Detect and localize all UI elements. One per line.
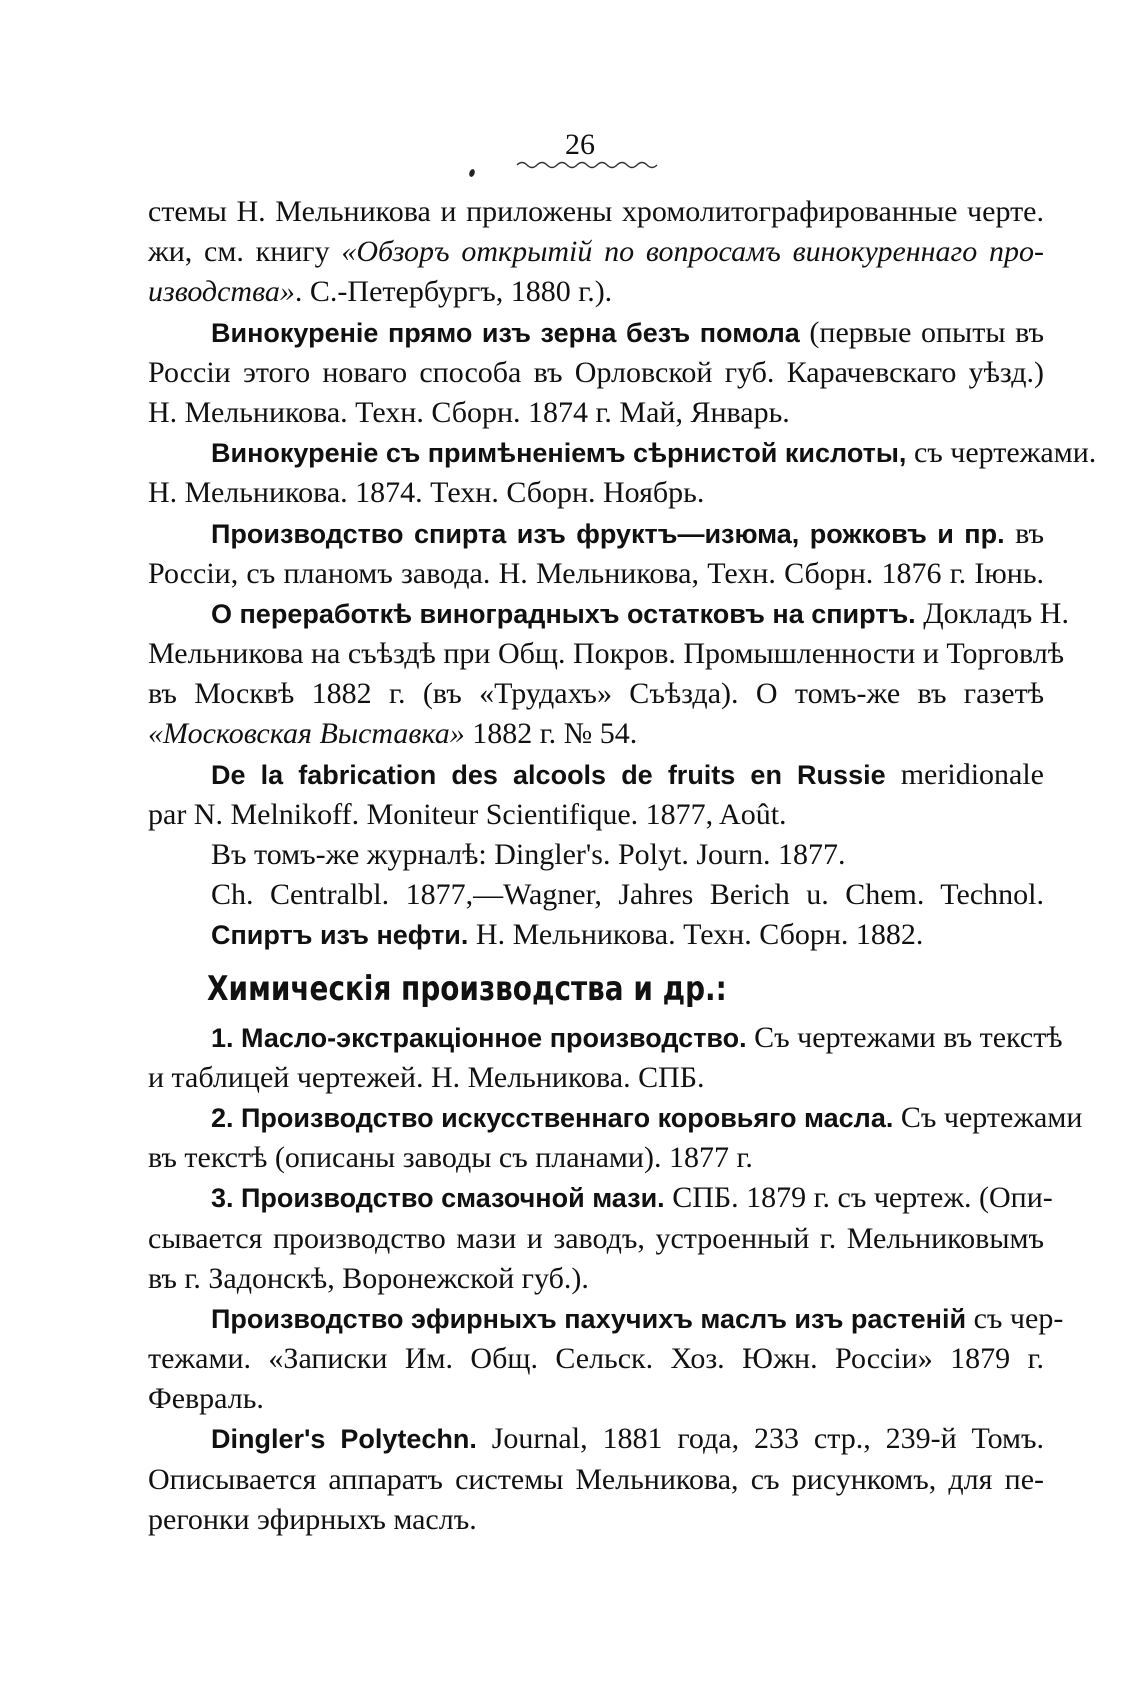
newspaper-title-italic: «Московская Выставка» (148, 717, 465, 751)
entry-title: Винокуреніе прямо изъ зерна безъ помола (211, 317, 800, 348)
text-line: стемы Н. Мельникова и приложены хромолитографированные черте. (148, 195, 1044, 228)
book-title-italic: «Обзоръ открытій по вопросамъ винокуреннаго про- (341, 235, 1044, 269)
text-line: и таблицей чертежей. Н. Мельникова. СПБ. (148, 1060, 705, 1094)
text-line: Россіи, съ планомъ завода. Н. Мельникова, Техн. Сборн. 1876 г. Іюнь. (148, 556, 1044, 590)
entry-title: 1. Масло-экстракціонное производство. (211, 1022, 747, 1053)
book-title-italic: изводства» (148, 275, 295, 309)
text-line: въ текстѣ (описаны заводы съ планами). 1877 г. (148, 1141, 753, 1175)
text-line: сывается производство мази и заводъ, устроенный г. Мельниковымъ (148, 1221, 1044, 1255)
entry-first-line: Спиртъ изъ нефти. Н. Мельникова. Техн. Сборн. 1882. (211, 918, 924, 952)
entry-first-line: Производство спирта изъ фруктъ—изюма, рожковъ и пр. въ (211, 516, 1044, 550)
text-line: жи, см. книгу «Обзоръ открытій по вопросамъ винокуреннаго про- (148, 235, 1044, 269)
entry-first-line: Производство эфирныхъ пахучихъ маслъ изъ растеній съ чер- (211, 1301, 1064, 1335)
text-line: Въ томъ-же журналѣ: Dingler's. Polyt. Journ. 1877. (211, 838, 846, 871)
ink-speck-mark (468, 168, 476, 178)
entry-first-line: Dingler's Polytechn. Journal, 1881 года, 233 стр., 239-й Томъ. (211, 1422, 1045, 1456)
page-body (148, 192, 1097, 1540)
text-line: тежами. «Записки Им. Общ. Сельск. Хоз. Южн. Россіи» 1879 г. (148, 1342, 1044, 1376)
text-line: par N. Melnikoff. Moniteur Scientifique. 1877, Août. (148, 797, 787, 831)
entry-first-line: Винокуреніе прямо изъ зерна безъ помола (первые опыты въ (211, 315, 1045, 349)
entry-title: Dingler's Polytechn. (211, 1424, 477, 1455)
text-line: Ch. Centralbl. 1877,—Wagner, Jahres Berich u. Chem. Technol. (211, 878, 1044, 912)
entry-title: 2. Производство искусственнаго коровьяго масла. (211, 1102, 894, 1133)
section-heading: Химическія производства и др.: (207, 968, 727, 1009)
wavy-rule-decoration (517, 160, 657, 170)
page-number-header (0, 128, 1140, 162)
entry-title: Спиртъ изъ нефти. (211, 920, 469, 951)
text-line: регонки эфирныхъ маслъ. (148, 1502, 477, 1536)
text-line: Россіи этого новаго способа въ Орловской губ. Карачевскаго уѣзд.) (148, 355, 1044, 389)
entry-first-line: 3. Производство смазочной мази. СПБ. 1879 г. съ чертеж. (Опи- (211, 1181, 1053, 1215)
text-line: изводства». С.-Петербургъ, 1880 г.). (148, 275, 613, 309)
page-number: 26 (565, 128, 595, 161)
text-line: «Московская Выставка» 1882 г. № 54. (148, 717, 638, 751)
entry-title: О переработкѣ виноградныхъ остатковъ на спиртъ. (211, 598, 916, 629)
entry-title: De la fabrication des alcools de fruits en Russie (211, 759, 886, 790)
entry-first-line: О переработкѣ виноградныхъ остатковъ на спиртъ. Докладъ Н. (211, 596, 1069, 630)
text-line: Описывается аппаратъ системы Мельникова, съ рисункомъ, для пе- (148, 1462, 1044, 1496)
text-line: въ г. Задонскѣ, Воронежской губ.). (148, 1261, 589, 1295)
entry-first-line: De la fabrication des alcools de fruits en Russie meridionale (211, 757, 1045, 791)
text-line: Мельникова на съѣздѣ при Общ. Покров. Промышленности и Торговлѣ (148, 637, 1065, 671)
text-line: Н. Мельникова. Техн. Сборн. 1874 г. Май, Январь. (148, 395, 790, 429)
text-line: Февраль. (148, 1382, 264, 1416)
entry-title: 3. Производство смазочной мази. (211, 1183, 665, 1214)
entry-title: Винокуреніе съ примѣненіемъ сѣрнистой кислоты, (211, 438, 907, 469)
text-line: въ Москвѣ 1882 г. (въ «Трудахъ» Съѣзда). О томъ-же въ газетѣ (148, 677, 1044, 711)
entry-title: Производство спирта изъ фруктъ—изюма, рожковъ и пр. (211, 518, 1005, 549)
entry-first-line: Винокуреніе съ примѣненіемъ сѣрнистой кислоты, съ чертежами. (211, 436, 1097, 470)
entry-first-line: 1. Масло-экстракціонное производство. Съ чертежами въ текстѣ (211, 1020, 1063, 1054)
text-line: Н. Мельникова. 1874. Техн. Сборн. Ноябрь. (148, 476, 705, 510)
entry-title: Производство эфирныхъ пахучихъ маслъ изъ растеній (211, 1303, 967, 1334)
entry-first-line: 2. Производство искусственнаго коровьяго масла. Съ чертежами (211, 1100, 1083, 1134)
